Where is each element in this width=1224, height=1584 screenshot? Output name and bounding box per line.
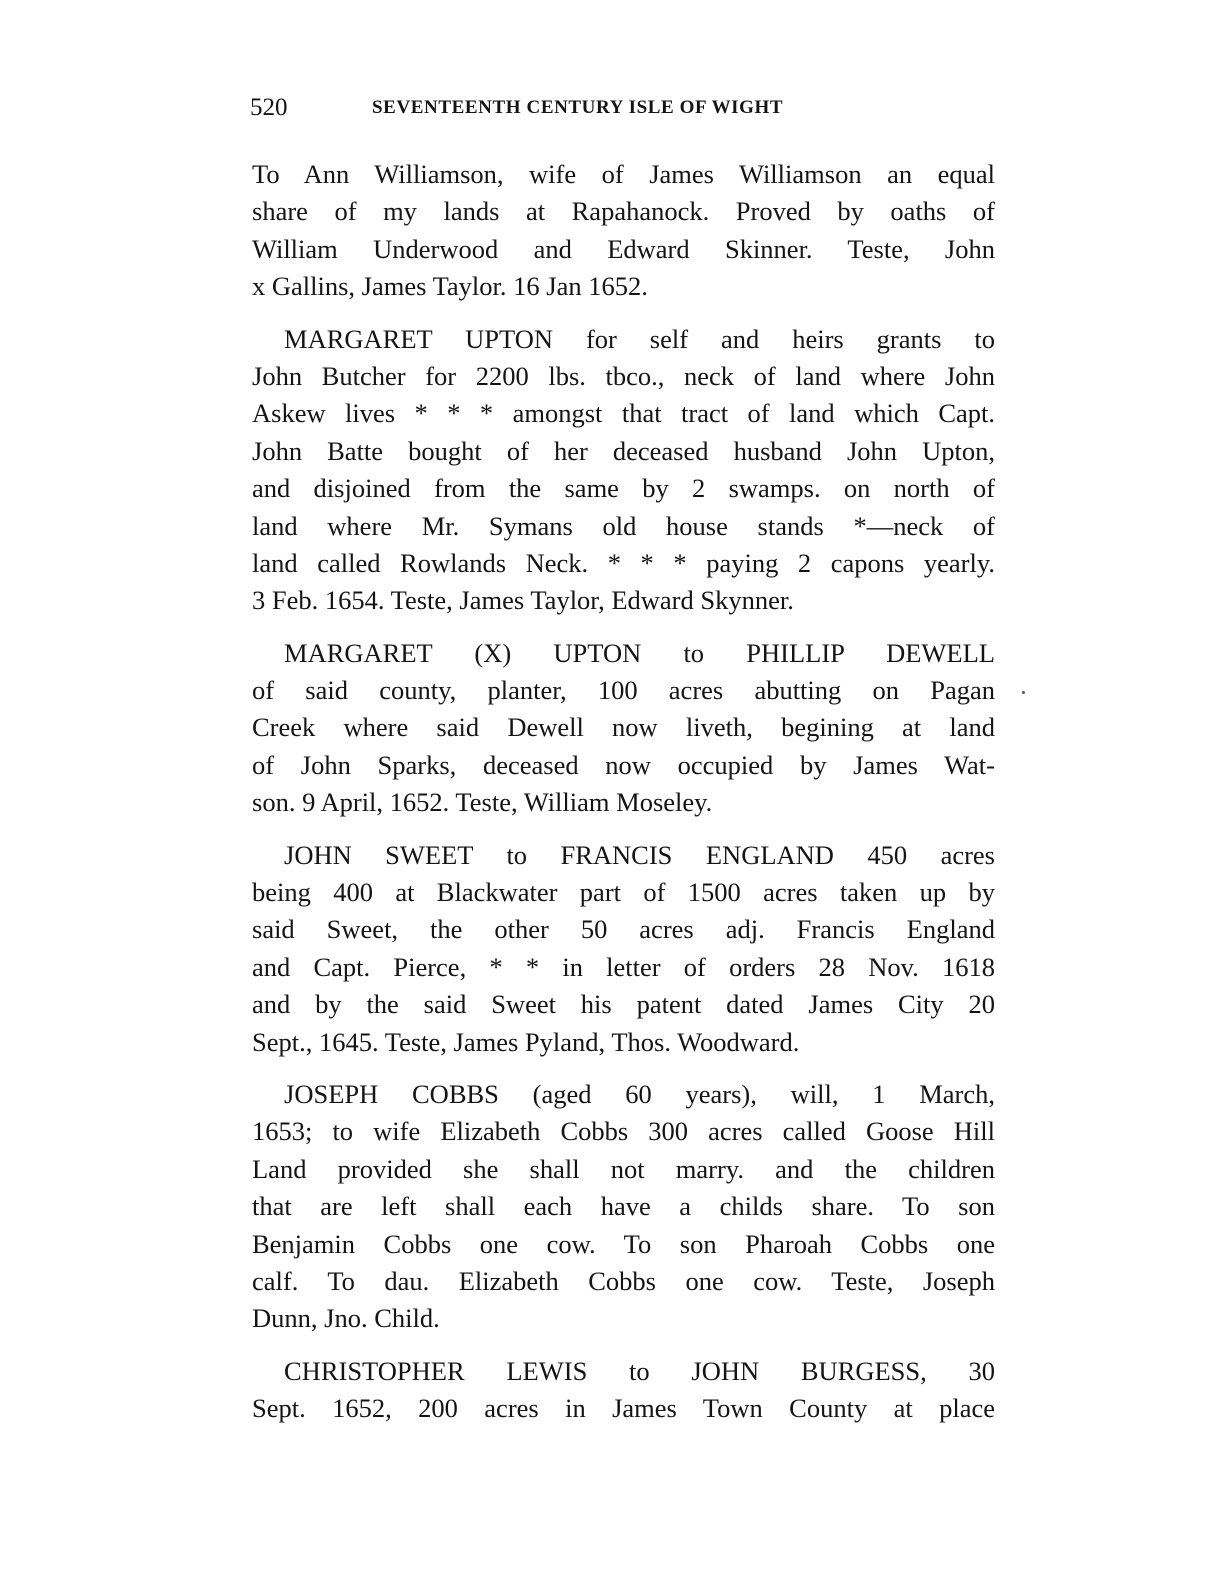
paragraph-joseph-cobbs-will bbox=[252, 1076, 995, 1338]
text-line: Land provided she shall not marry. and the children bbox=[252, 1153, 995, 1184]
text-line: CHRISTOPHER LEWIS to JOHN BURGESS, 30 bbox=[284, 1355, 995, 1386]
text-line: said Sweet, the other 50 acres adj. Francis England bbox=[252, 914, 995, 945]
paragraph-sweet-to-england bbox=[252, 837, 995, 1061]
text-line: MARGARET (X) UPTON to PHILLIP DEWELL bbox=[284, 637, 995, 668]
text-line: that are left shall each have a childs share. To son bbox=[252, 1191, 995, 1222]
text-line: share of my lands at Rapahanock. Proved by oaths of bbox=[252, 196, 995, 227]
paragraph-upton-to-dewell bbox=[252, 635, 995, 822]
text-line: son. 9 April, 1652. Teste, William Moseley. bbox=[252, 787, 713, 818]
text-line: of said county, planter, 100 acres abutting on Pagan bbox=[252, 675, 995, 706]
text-line: John Butcher for 2200 lbs. tbco., neck of land where John bbox=[252, 360, 995, 391]
text-line: Sept. 1652, 200 acres in James Town County at place bbox=[252, 1393, 995, 1424]
text-line: To Ann Williamson, wife of James Williamson an equal bbox=[252, 159, 995, 189]
text-line: 1653; to wife Elizabeth Cobbs 300 acres called Goose Hill bbox=[252, 1116, 995, 1147]
text-line: land called Rowlands Neck. * * * paying 2 capons yearly. bbox=[252, 547, 995, 578]
text-line: Benjamin Cobbs one cow. To son Pharoah Cobbs one bbox=[252, 1228, 995, 1259]
paragraph-williamson-bequest bbox=[252, 156, 995, 306]
scan-speck bbox=[1022, 691, 1025, 694]
text-line: JOHN SWEET to FRANCIS ENGLAND 450 acres bbox=[284, 839, 995, 870]
text-line: and by the said Sweet his patent dated James City 20 bbox=[252, 989, 995, 1020]
text-line: and Capt. Pierce, * * in letter of orders 28 Nov. 1618 bbox=[252, 951, 995, 982]
text-line: MARGARET UPTON for self and heirs grants to bbox=[284, 323, 995, 354]
text-line: Askew lives * * * amongst that tract of land which Capt. bbox=[252, 398, 995, 429]
text-line: 3 Feb. 1654. Teste, James Taylor, Edward Skynner. bbox=[252, 585, 794, 616]
text-line: of John Sparks, deceased now occupied by James Wat- bbox=[252, 749, 995, 780]
text-line: Sept., 1645. Teste, James Pyland, Thos. Woodward. bbox=[252, 1026, 800, 1057]
text-line: Creek where said Dewell now liveth, begining at land bbox=[252, 712, 995, 743]
text-line: William Underwood and Edward Skinner. Teste, John bbox=[252, 233, 995, 264]
running-head-title: SEVENTEENTH CENTURY ISLE OF WIGHT bbox=[372, 97, 784, 118]
body-text bbox=[252, 156, 995, 1443]
text-line: and disjoined from the same by 2 swamps. on north of bbox=[252, 473, 995, 504]
text-line: calf. To dau. Elizabeth Cobbs one cow. Teste, Joseph bbox=[252, 1265, 995, 1296]
paragraph-margaret-upton-grant bbox=[252, 321, 995, 620]
page-number: 520 bbox=[250, 94, 288, 121]
text-line: JOSEPH COBBS (aged 60 years), will, 1 March, bbox=[284, 1078, 995, 1109]
text-line: being 400 at Blackwater part of 1500 acres taken up by bbox=[252, 877, 995, 908]
running-head bbox=[250, 93, 1000, 125]
text-line: Dunn, Jno. Child. bbox=[252, 1303, 440, 1334]
paragraph-lewis-to-burgess bbox=[252, 1353, 995, 1428]
text-line: x Gallins, James Taylor. 16 Jan 1652. bbox=[252, 271, 648, 302]
text-line: John Batte bought of her deceased husband John Upton, bbox=[252, 435, 995, 466]
text-line: land where Mr. Symans old house stands *—neck of bbox=[252, 510, 995, 541]
